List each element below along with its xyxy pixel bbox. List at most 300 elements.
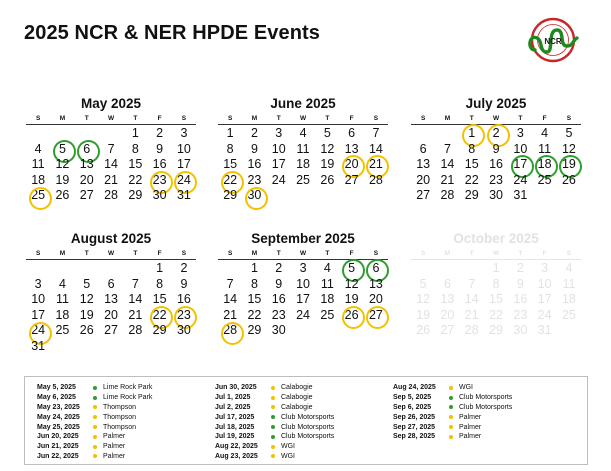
page-title: 2025 NCR & NER HPDE Events [24,22,321,44]
event-day-yellow: 1 [460,126,484,142]
calendar-day: 12 [561,141,576,156]
weekday-label: T [518,115,523,122]
calendar-day: 20 [440,307,455,322]
calendar-day: 25 [296,172,310,187]
legend-track: Palmer [103,443,126,451]
month-june [218,95,388,204]
calendar-day: 3 [275,126,283,140]
legend-dot-icon [449,415,453,419]
event-day-yellow: 2 [484,126,508,142]
event-day-green: 19 [557,157,581,173]
calendar-day: 19 [344,292,359,307]
weekday-label: S [373,250,379,257]
weekday-label: T [84,250,89,257]
calendar-day: 9 [156,141,164,156]
weekday-header [218,247,388,260]
calendar-day: 20 [368,292,383,307]
calendar-day: 10 [513,141,528,156]
weekday-label: W [492,250,500,257]
calendar-day: 16 [152,157,167,172]
calendar-day: 3 [34,276,42,291]
calendar-day: 24 [537,307,552,322]
calendar-day: 1 [131,126,139,140]
calendar-day: 17 [176,157,191,172]
calendar-day: 9 [180,276,188,291]
calendar-day: 7 [443,141,451,156]
calendar-day: 4 [299,126,307,140]
legend-date: Aug 23, 2025 [215,452,258,460]
empty-cell [99,261,123,277]
legend-date: Jul 18, 2025 [215,423,255,431]
calendar-day: 5 [83,276,91,291]
calendar-day: 3 [299,261,307,275]
legend-entry [215,432,334,442]
legend-entry [215,452,334,462]
calendar-day: 6 [107,276,115,291]
event-day-yellow: 28 [218,323,242,339]
legend-track: Club Motorsports [459,394,513,402]
calendar-day: 27 [416,188,431,203]
weekday-label: M [444,115,451,122]
legend-date: Sep 27, 2025 [393,423,436,431]
weekday-header [26,112,196,125]
event-day-green: 18 [532,157,556,173]
calendar-day: 22 [247,307,262,322]
calendar-day: 19 [55,172,70,187]
legend-entry [215,442,334,452]
club-logo [523,16,583,64]
calendar-day: 23 [247,172,262,187]
legend-dot-icon [93,454,97,458]
calendar-day: 27 [344,172,359,187]
calendar-day: 30 [271,323,286,338]
calendar-day: 16 [247,157,262,172]
weekday-label: F [157,115,162,122]
calendar-day: 13 [344,141,359,156]
calendar-day: 19 [416,307,431,322]
legend-entry [37,442,152,452]
month-title: May 2025 [80,96,142,111]
calendar-day: 11 [538,141,552,156]
calendar-day: 8 [250,276,258,291]
calendar-day: 29 [247,323,262,338]
weekday-label: S [227,250,233,257]
day-grid [26,126,196,204]
legend-date: Aug 24, 2025 [393,384,436,392]
calendar-day: 24 [271,172,286,187]
event-day-green: 6 [75,142,99,158]
empty-cell [435,261,459,277]
weekday-label: W [299,115,307,122]
calendar-day: 23 [513,307,528,322]
legend-date: May 24, 2025 [37,413,80,421]
calendar-day: 6 [419,141,427,156]
calendar-day: 30 [513,323,528,338]
calendar-day: 15 [223,157,238,172]
weekday-label: M [59,250,66,257]
calendar-day: 8 [492,276,500,291]
event-day-yellow: 24 [26,323,50,339]
calendar-day: 13 [79,157,94,172]
calendar-day: 12 [55,157,70,172]
event-day-yellow: 27 [364,308,388,324]
calendar-day: 4 [58,276,66,291]
calendar-day: 28 [104,188,118,203]
event-day-yellow: 22 [147,308,171,324]
calendar-day: 2 [275,261,283,275]
legend-entry [393,432,512,442]
calendar-day: 16 [271,292,286,307]
legend-dot-icon [93,405,97,409]
calendar-day: 27 [79,188,94,203]
empty-cell [123,261,147,277]
calendar-day: 22 [128,172,143,187]
calendar-day: 18 [31,172,46,187]
legend-track: Lime Rock Park [103,394,153,402]
day-grid [26,261,196,355]
weekday-label: F [542,115,547,122]
day-grid [411,126,581,204]
calendar-day: 21 [464,307,479,322]
calendar-day: 29 [464,188,479,203]
calendar-day: 23 [271,307,286,322]
calendar-day: 7 [468,276,476,291]
legend-dot-icon [449,386,453,390]
legend-track: Palmer [459,423,482,431]
legend-dot-icon [449,435,453,439]
calendar-day: 7 [131,276,139,291]
empty-cell [99,126,123,142]
legend-entry [215,422,334,432]
calendar-day: 14 [128,292,143,307]
calendar-day: 9 [250,141,258,156]
calendar-day: 27 [104,323,118,338]
weekday-label: M [59,115,66,122]
calendar-day: 28 [440,188,455,203]
legend-track: Palmer [459,433,482,441]
calendar-day: 26 [416,323,431,338]
empty-cell [411,261,435,277]
calendar-day: 16 [489,157,503,172]
legend-dot-icon [271,425,275,429]
legend-dot-icon [93,396,97,400]
legend-track: Lime Rock Park [103,384,153,392]
event-day-yellow: 21 [364,157,388,173]
calendar-day: 10 [296,276,310,291]
calendar-day: 25 [537,172,552,187]
weekday-label: S [227,115,233,122]
legend-column [37,383,152,461]
empty-cell [50,261,74,277]
legend-date: Jul 1, 2025 [215,394,251,402]
calendar-day: 18 [561,292,576,307]
legend-entry [393,383,512,393]
calendar-day: 5 [323,126,331,140]
weekday-label: W [107,250,115,257]
event-day-green: 5 [50,142,74,158]
calendar-day: 12 [320,141,335,156]
legend-date: May 5, 2025 [37,384,76,392]
legend-track: WGI [459,384,473,392]
calendar-day: 8 [226,141,234,156]
event-day-yellow: 22 [218,173,242,189]
calendar-day: 7 [107,141,115,156]
legend-dot-icon [93,445,97,449]
calendar-day: 31 [176,188,191,203]
legend-date: Jun 22, 2025 [37,452,79,460]
calendar-day: 29 [223,188,238,203]
calendar-day: 12 [416,292,431,307]
month-october [411,230,581,339]
calendar-day: 12 [79,292,94,307]
empty-cell [435,126,459,142]
legend-dot-icon [449,425,453,429]
calendar-day: 18 [55,307,70,322]
legend-entry [393,403,512,413]
calendar-day: 11 [31,157,45,172]
calendar-day: 4 [565,261,573,275]
event-day-green: 5 [339,261,363,277]
calendar-day: 21 [128,307,143,322]
legend-dot-icon [93,425,97,429]
legend-entry [393,393,512,403]
legend-date: May 25, 2025 [37,423,80,431]
legend-date: May 23, 2025 [37,403,80,411]
calendar-day: 7 [226,276,234,291]
weekday-header [411,247,581,260]
calendar-day: 20 [79,172,94,187]
month-title: July 2025 [465,96,527,111]
calendar-day: 8 [468,141,476,156]
calendar-day: 21 [104,172,118,187]
month-title: June 2025 [270,96,336,111]
legend-entry [37,412,152,422]
calendar-day: 14 [223,292,238,307]
calendar-day: 6 [348,126,356,140]
calendar-day: 11 [296,141,310,156]
legend-track: Palmer [103,452,126,460]
month-title: August 2025 [70,231,152,246]
day-grid [218,261,388,339]
calendar-day: 3 [516,126,524,140]
weekday-label: M [251,115,258,122]
calendar-day: 1 [156,261,164,275]
calendar-day: 9 [492,141,500,156]
calendar-day: 29 [152,323,167,338]
legend-dot-icon [271,445,275,449]
legend-column [393,383,512,442]
day-grid [218,126,388,204]
legend-date: Sep 5, 2025 [393,394,432,402]
calendar-day: 2 [250,126,258,140]
calendar-day: 4 [541,126,549,140]
calendar-day: 10 [31,292,46,307]
month-title: September 2025 [251,231,355,246]
calendar-day: 2 [156,126,164,140]
legend-date: Jul 19, 2025 [215,433,255,441]
calendar-day: 23 [489,172,503,187]
month-august [26,230,196,355]
calendar-day: 30 [176,323,191,338]
legend-track: Palmer [103,433,126,441]
legend-dot-icon [271,405,275,409]
weekday-label: M [444,250,451,257]
legend-track: WGI [281,443,295,451]
legend-date: Sep 28, 2025 [393,433,436,441]
weekday-label: T [325,115,330,122]
calendar-day: 14 [368,141,383,156]
weekday-label: F [349,250,354,257]
legend-track: Calabogie [281,384,313,392]
weekday-label: T [469,115,474,122]
calendar-day: 28 [464,323,479,338]
calendar-day: 8 [156,276,164,291]
calendar-day: 11 [562,276,576,291]
calendar-day: 16 [513,292,528,307]
calendar-day: 11 [320,276,334,291]
weekday-label: S [181,250,187,257]
weekday-label: S [373,115,379,122]
calendar-day: 29 [128,188,143,203]
calendar-day: 15 [128,157,143,172]
month-september [218,230,388,339]
calendar-day: 31 [513,188,528,203]
weekday-label: S [35,250,41,257]
calendar-day: 19 [79,307,94,322]
event-legend [24,376,588,465]
legend-entry [37,403,152,413]
empty-cell [460,261,484,277]
event-day-yellow: 26 [339,308,363,324]
event-day-yellow: 30 [242,188,266,204]
legend-track: Club Motorsports [281,423,335,431]
legend-entry [37,452,152,462]
month-title: October 2025 [453,231,539,246]
event-day-green: 6 [364,261,388,277]
legend-date: Jun 21, 2025 [37,443,79,451]
legend-date: Jun 30, 2025 [215,384,257,392]
calendar-day: 18 [320,292,335,307]
calendar-day: 10 [537,276,552,291]
calendar-day: 13 [416,157,431,172]
calendar-day: 9 [516,276,524,291]
weekday-label: T [469,250,474,257]
event-day-yellow: 23 [172,308,196,324]
calendar-day: 17 [296,292,310,307]
legend-track: Calabogie [281,394,313,402]
logo-initials: NCR [544,37,562,46]
legend-track: Thompson [103,403,137,411]
weekday-header [26,247,196,260]
legend-date: Jul 17, 2025 [215,413,255,421]
calendar-day: 28 [128,323,143,338]
empty-cell [75,261,99,277]
legend-column [215,383,334,461]
calendar-day: 26 [320,172,335,187]
calendar-day: 15 [489,292,503,307]
legend-track: Thompson [103,413,137,421]
calendar-day: 25 [320,307,335,322]
legend-dot-icon [271,396,275,400]
weekday-label: S [35,115,41,122]
calendar-day: 9 [275,276,283,291]
calendar-day: 25 [55,323,70,338]
calendar-day: 7 [372,126,380,140]
calendar-day: 15 [247,292,262,307]
calendar-day: 14 [104,157,118,172]
legend-entry [393,412,512,422]
calendar-day: 28 [368,172,383,187]
weekday-label: W [299,250,307,257]
calendar-day: 26 [561,172,576,187]
calendar-day: 13 [104,292,118,307]
event-day-green: 17 [508,157,532,173]
weekday-label: F [349,115,354,122]
calendar-day: 4 [323,261,331,275]
calendar-day: 22 [464,172,479,187]
calendar-day: 17 [271,157,286,172]
calendar-day: 14 [440,157,455,172]
month-may [26,95,196,204]
empty-cell [26,126,50,142]
calendar-day: 24 [296,307,310,322]
legend-entry [215,393,334,403]
calendar-day: 10 [271,141,286,156]
calendar-day: 31 [537,323,552,338]
event-day-yellow: 24 [172,173,196,189]
event-day-yellow: 23 [147,173,171,189]
weekday-header [411,112,581,125]
calendar-day: 21 [440,172,455,187]
legend-date: May 6, 2025 [37,394,76,402]
legend-dot-icon [271,454,275,458]
legend-entry [37,422,152,432]
calendar-day: 24 [513,172,528,187]
calendar-day: 4 [34,141,42,156]
legend-dot-icon [271,386,275,390]
legend-entry [37,432,152,442]
calendar-day: 30 [152,188,167,203]
weekday-label: T [325,250,330,257]
legend-date: Aug 22, 2025 [215,443,258,451]
legend-date: Jun 20, 2025 [37,433,79,441]
calendar-day: 1 [250,261,258,275]
calendar-day: 20 [104,307,118,322]
calendar-day: 3 [180,126,188,140]
weekday-label: T [84,115,89,122]
calendar-day: 2 [180,261,188,275]
weekday-label: T [276,250,281,257]
month-july [411,95,581,204]
legend-date: Sep 26, 2025 [393,413,436,421]
weekday-label: S [181,115,187,122]
calendar-day: 13 [440,292,455,307]
calendar-day: 8 [131,141,139,156]
legend-dot-icon [449,405,453,409]
legend-dot-icon [93,435,97,439]
empty-cell [411,126,435,142]
weekday-label: F [542,250,547,257]
legend-entry [215,412,334,422]
calendar-day: 30 [489,188,503,203]
weekday-label: W [107,115,115,122]
legend-dot-icon [93,415,97,419]
weekday-label: S [566,250,572,257]
calendar-day: 31 [31,338,46,353]
legend-track: Club Motorsports [281,413,335,421]
legend-entry [393,422,512,432]
legend-dot-icon [271,435,275,439]
